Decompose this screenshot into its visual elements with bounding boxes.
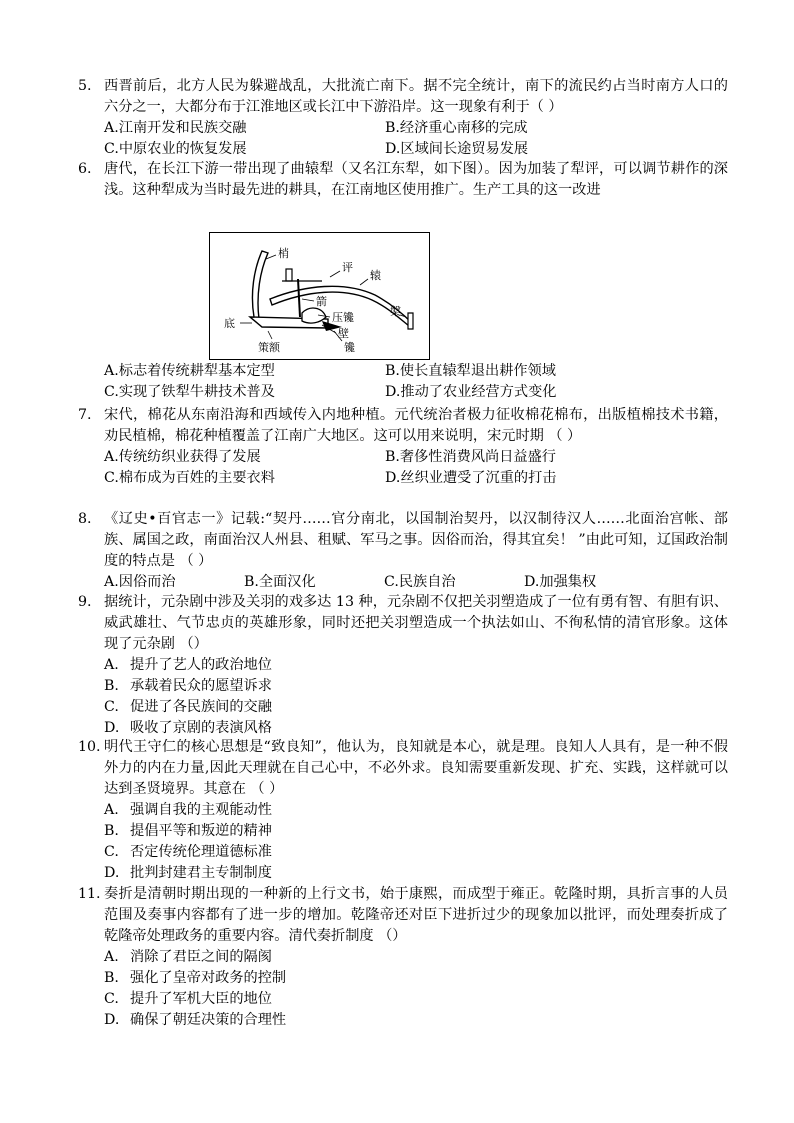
label-ce: 策额 (258, 341, 280, 354)
plow-regulator (286, 269, 292, 281)
option-c[interactable]: C. 否定传统伦理道德标准 (104, 844, 272, 860)
label-di: 底 (224, 317, 235, 330)
plow-handle (252, 251, 268, 319)
option-d[interactable]: D.区域间长途贸易发展 (385, 141, 529, 157)
question-5 (78, 76, 728, 160)
label-hua: 镵 (344, 341, 355, 354)
plow-drawing (210, 233, 429, 359)
option-d[interactable]: D. 批判封建君主专制制度 (104, 865, 272, 881)
question-number: 6. (78, 161, 92, 177)
option-c[interactable]: C. 提升了军机大臣的地位 (104, 991, 272, 1007)
option-b[interactable]: B.使长直辕犁退出耕作领域 (385, 363, 556, 379)
question-10 (78, 737, 728, 884)
option-a[interactable]: A. 提升了艺人的政治地位 (104, 657, 272, 673)
question-stem: 奏折是清朝时期出现的一种新的上行文书，始于康熙，而成型于雍正。乾隆时期，具折言事的人员范围及奏事内容都有了进一步的增加。乾隆帝还对臣下进折过少的现象加以批评，而处理奏折成了乾隆帝处理政务的重要内容。清代奏折制度 （） (104, 886, 728, 944)
question-11 (78, 884, 728, 1031)
label-yahua: 压镵 (332, 311, 354, 324)
option-a[interactable]: A.传统纺织业获得了发展 (104, 449, 261, 465)
curved-plow-figure (209, 232, 430, 360)
question-7 (78, 405, 728, 489)
option-b[interactable]: B. 强化了皇帝对政务的控制 (104, 970, 287, 986)
question-6 (78, 159, 728, 201)
option-c[interactable]: C.民族自治 (384, 574, 456, 590)
option-d[interactable]: D.推动了农业经营方式变化 (385, 384, 557, 400)
question-stem: 明代王守仁的核心思想是“致良知”，他认为，良知就是本心，就是理。良知人人具有，是一种不假外力的内在力量,因此天理就在自己心中，不必外求。良知需要重新发现、扩充、实践，这样就可以达到圣贤境界。其意在 （ ） (104, 739, 728, 797)
options (104, 118, 728, 160)
option-d[interactable]: D. 吸收了京剧的表演风格 (104, 720, 272, 736)
question-number: 9. (78, 594, 92, 610)
question-number: 7. (78, 407, 92, 423)
options (78, 800, 728, 884)
question-number: 8. (78, 511, 92, 527)
option-b[interactable]: B.奢侈性消费风尚日益盛行 (385, 449, 556, 465)
plow-pan (408, 313, 413, 329)
option-c[interactable]: C.中原农业的恢复发展 (104, 141, 247, 157)
question-number: 5. (78, 78, 92, 94)
question-stem: 《辽史•百官志一》记载:“契丹……官分南北，以国制治契丹，以汉制待汉人……北面治宫帐、部族、属国之政，南面治汉人州县、租赋、军马之事。因俗而治，得其宜矣！ ”由此可知，辽国政治制度的特点是 （ ） (104, 511, 728, 569)
option-a[interactable]: A.因俗而治 (104, 574, 176, 590)
label-ping: 评 (342, 261, 353, 274)
option-c[interactable]: C.棉布成为百姓的主要衣料 (104, 470, 275, 486)
question-9 (78, 592, 728, 739)
options (104, 447, 728, 489)
question-number: 11. (78, 886, 101, 902)
option-d[interactable]: D.加强集权 (524, 574, 597, 590)
options (104, 361, 728, 403)
label-yuan: 辕 (370, 269, 381, 282)
question-number: 10. (78, 739, 101, 755)
options (78, 947, 728, 1031)
label-jian: 箭 (316, 295, 327, 308)
label-pan: 槃 (390, 305, 401, 318)
label-bi: 壁 (338, 327, 349, 340)
question-8 (78, 509, 728, 593)
question-stem: 宋代，棉花从东南沿海和西域传入内地种植。元代统治者极力征收棉花棉布，出版植棉技术书籍，劝民植棉，棉花种植覆盖了江南广大地区。这可以用来说明，宋元时期 （ ） (104, 407, 728, 444)
option-d[interactable]: D.丝织业遭受了沉重的打击 (385, 470, 557, 486)
label-shao: 梢 (278, 247, 289, 260)
option-b[interactable]: B.经济重心南移的完成 (385, 120, 528, 136)
option-a[interactable]: A. 强调自我的主观能动性 (104, 802, 272, 818)
option-b[interactable]: B.全面汉化 (244, 574, 316, 590)
question-stem: 唐代，在长江下游一带出现了曲辕犁（又名江东犁，如下图）。因为加装了犁评，可以调节耕作的深浅。这种犁成为当时最先进的耕具，在江南地区使用推广。生产工具的这一改进 (104, 161, 728, 198)
option-a[interactable]: A. 消除了君臣之间的隔阂 (104, 949, 272, 965)
option-b[interactable]: B. 承载着民众的愿望诉求 (104, 678, 272, 694)
options (104, 572, 728, 593)
question-stem: 西晋前后，北方人民为躲避战乱，大批流亡南下。据不完全统计，南下的流民约占当时南方人口的六分之一，大都分布于江淮地区或长江中下游沿岸。这一现象有利于（ ） (104, 78, 728, 115)
options (78, 655, 728, 739)
option-b[interactable]: B. 提倡平等和叛逆的精神 (104, 823, 272, 839)
question-6-options (78, 361, 728, 403)
option-d[interactable]: D. 确保了朝廷决策的合理性 (104, 1012, 287, 1028)
question-stem: 据统计，元杂剧中涉及关羽的戏多达 13 种，元杂剧不仅把关羽塑造成了一位有勇有智、有胆有识、威武雄壮、气节忠贞的英雄形象，同时还把关羽塑造成一个执法如山、不徇私情的清官形象。这体现了元杂剧 （） (104, 594, 728, 652)
option-a[interactable]: A.江南开发和民族交融 (104, 120, 247, 136)
option-c[interactable]: C. 促进了各民族间的交融 (104, 699, 272, 715)
option-c[interactable]: C.实现了铁犁牛耕技术普及 (104, 384, 275, 400)
option-a[interactable]: A.标志着传统耕犁基本定型 (104, 363, 275, 379)
